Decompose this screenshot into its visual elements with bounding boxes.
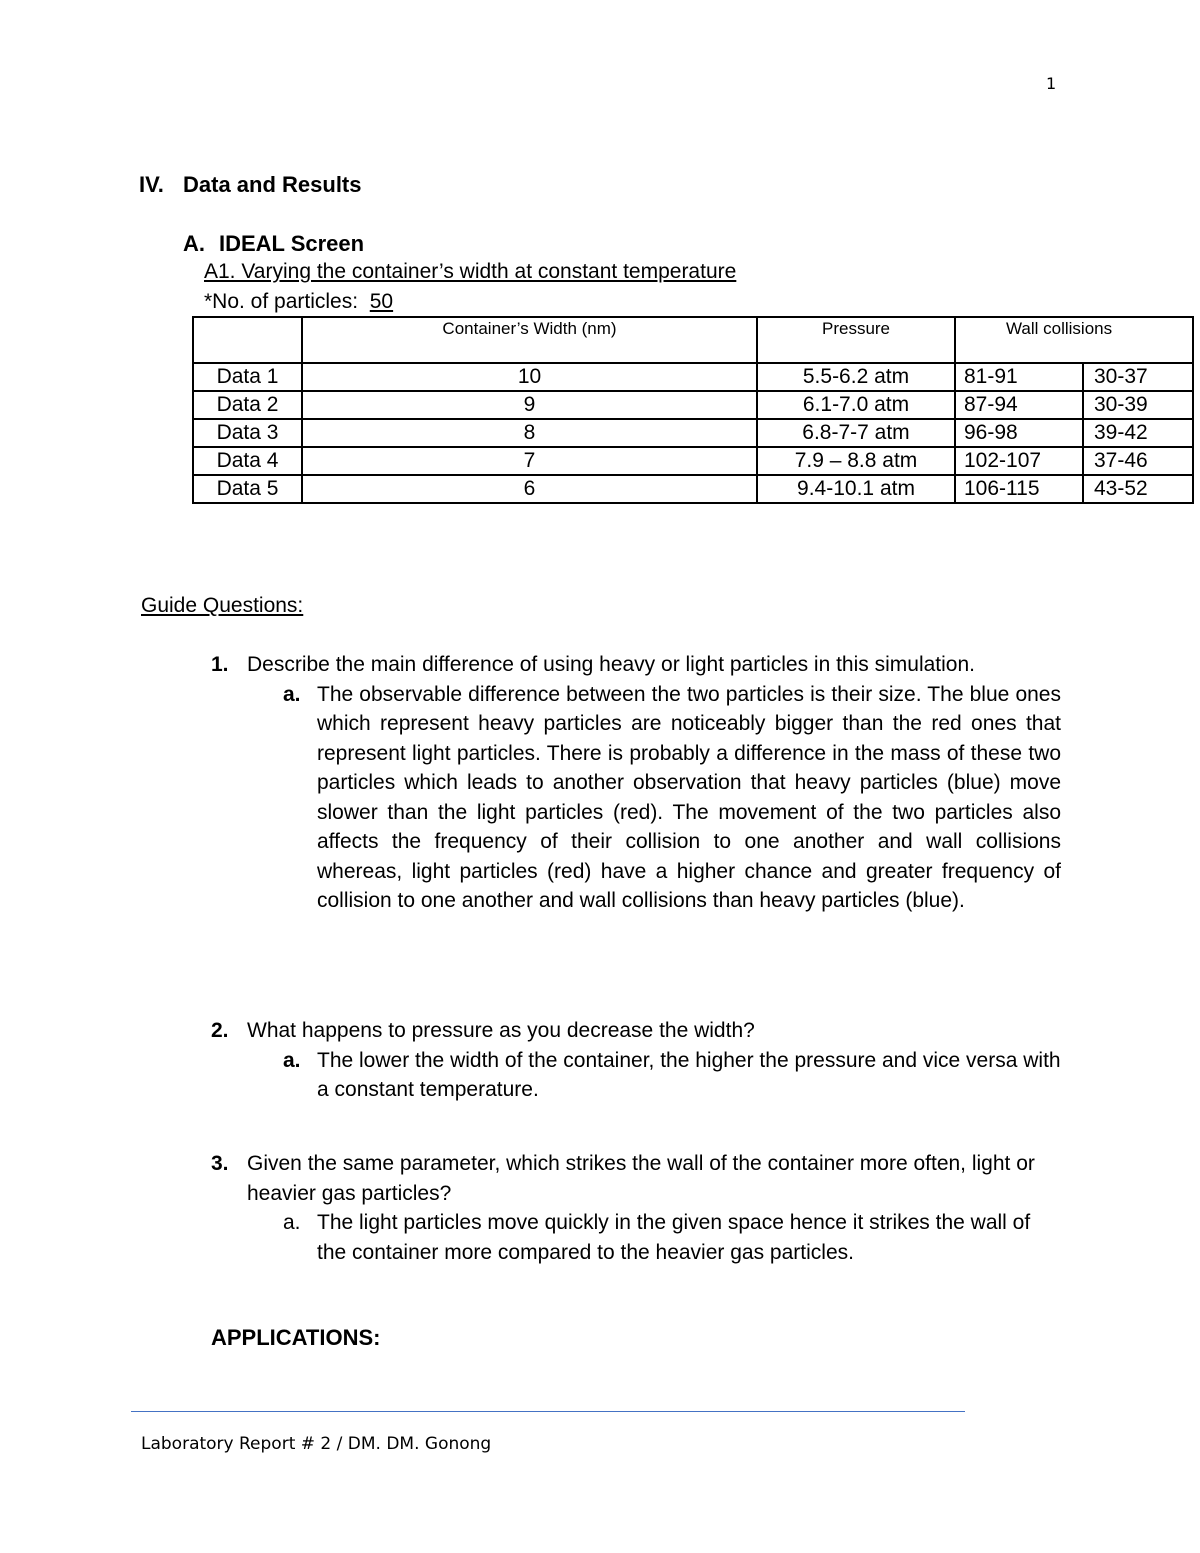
question-2	[211, 1016, 1061, 1105]
subsection-heading	[183, 231, 364, 257]
row-wall-collisions-2: 30-37	[1083, 363, 1193, 391]
applications-heading: APPLICATIONS:	[211, 1325, 381, 1350]
row-width: 8	[302, 419, 757, 447]
footer-divider	[131, 1411, 965, 1412]
table-row	[193, 363, 1193, 391]
question-number: 2.	[211, 1019, 229, 1042]
particles-value: 50	[369, 290, 394, 313]
question-3	[211, 1149, 1061, 1267]
table-row	[193, 475, 1193, 503]
row-pressure: 7.9 – 8.8 atm	[757, 447, 955, 475]
row-pressure: 6.1-7.0 atm	[757, 391, 955, 419]
page-number: 1	[1046, 74, 1057, 93]
question-text: Given the same parameter, which strikes the wall of the container more often, light or heavier gas particles?	[247, 1152, 1035, 1205]
answer-marker: a.	[283, 1048, 301, 1072]
row-wall-collisions-2: 30-39	[1083, 391, 1193, 419]
subsection-letter: A.	[183, 231, 205, 256]
answer-text: The observable difference between the two particles is their size. The blue ones which represent heavy particles are noticeably bigger than the red ones that represent light particles. There is probably a difference in the mass of these two particles which leads to another observation that heavy particles (blue) move slower than the light particles (red). The movement of the two particles also affects the frequency of their collision to one another and wall collisions whereas, light particles (red) have a higher chance and greater frequency of collision to one another and wall collisions than heavy particles (blue).	[317, 682, 1061, 912]
row-wall-collisions-2: 37-46	[1083, 447, 1193, 475]
row-width: 6	[302, 475, 757, 503]
answer-text: The light particles move quickly in the given space hence it strikes the wall of the container more compared to the heavier gas particles.	[317, 1211, 1031, 1264]
table-row	[193, 447, 1193, 475]
question-number: 1.	[211, 653, 229, 676]
question-text: Describe the main difference of using heavy or light particles in this simulation.	[247, 653, 975, 676]
row-width: 7	[302, 447, 757, 475]
answer	[283, 680, 1061, 916]
subsubsection-title: A1. Varying the container’s width at constant temperature	[204, 260, 737, 283]
table-row	[193, 419, 1193, 447]
answer-text: The lower the width of the container, the higher the pressure and vice versa with a constant temperature.	[317, 1048, 1061, 1101]
guide-questions-title: Guide Questions:	[141, 594, 304, 617]
particles-line	[204, 290, 393, 314]
row-label: Data 4	[193, 447, 302, 475]
question-1	[211, 650, 1061, 916]
row-pressure: 5.5-6.2 atm	[757, 363, 955, 391]
row-wall-collisions-1: 102-107	[955, 447, 1083, 475]
row-pressure: 6.8-7-7 atm	[757, 419, 955, 447]
answer-marker: a.	[283, 1211, 301, 1234]
row-wall-collisions-1: 87-94	[955, 391, 1083, 419]
answer-marker: a.	[283, 682, 301, 706]
row-width: 9	[302, 391, 757, 419]
row-wall-collisions-1: 106-115	[955, 475, 1083, 503]
section-title: Data and Results	[183, 172, 362, 197]
row-wall-collisions-1: 81-91	[955, 363, 1083, 391]
header-pressure: Pressure	[757, 317, 955, 363]
question-text: What happens to pressure as you decrease the width?	[247, 1019, 755, 1042]
section-heading	[139, 172, 362, 198]
row-label: Data 3	[193, 419, 302, 447]
answer	[283, 1046, 1061, 1105]
table-header-row	[193, 317, 1193, 363]
answer	[283, 1208, 1061, 1267]
row-label: Data 5	[193, 475, 302, 503]
row-wall-collisions-2: 39-42	[1083, 419, 1193, 447]
table-row	[193, 391, 1193, 419]
header-empty	[193, 317, 302, 363]
particles-label: *No. of particles:	[204, 290, 359, 313]
header-width: Container’s Width (nm)	[302, 317, 757, 363]
subsection-title: IDEAL Screen	[219, 231, 365, 256]
section-number: IV.	[139, 172, 164, 197]
data-table	[192, 316, 1194, 504]
row-label: Data 2	[193, 391, 302, 419]
row-wall-collisions-1: 96-98	[955, 419, 1083, 447]
row-pressure: 9.4-10.1 atm	[757, 475, 955, 503]
row-label: Data 1	[193, 363, 302, 391]
header-wall-collisions: Wall collisions	[955, 317, 1193, 363]
question-number: 3.	[211, 1152, 229, 1175]
footer-text: Laboratory Report # 2 / DM. DM. Gonong	[141, 1434, 492, 1454]
row-wall-collisions-2: 43-52	[1083, 475, 1193, 503]
row-width: 10	[302, 363, 757, 391]
